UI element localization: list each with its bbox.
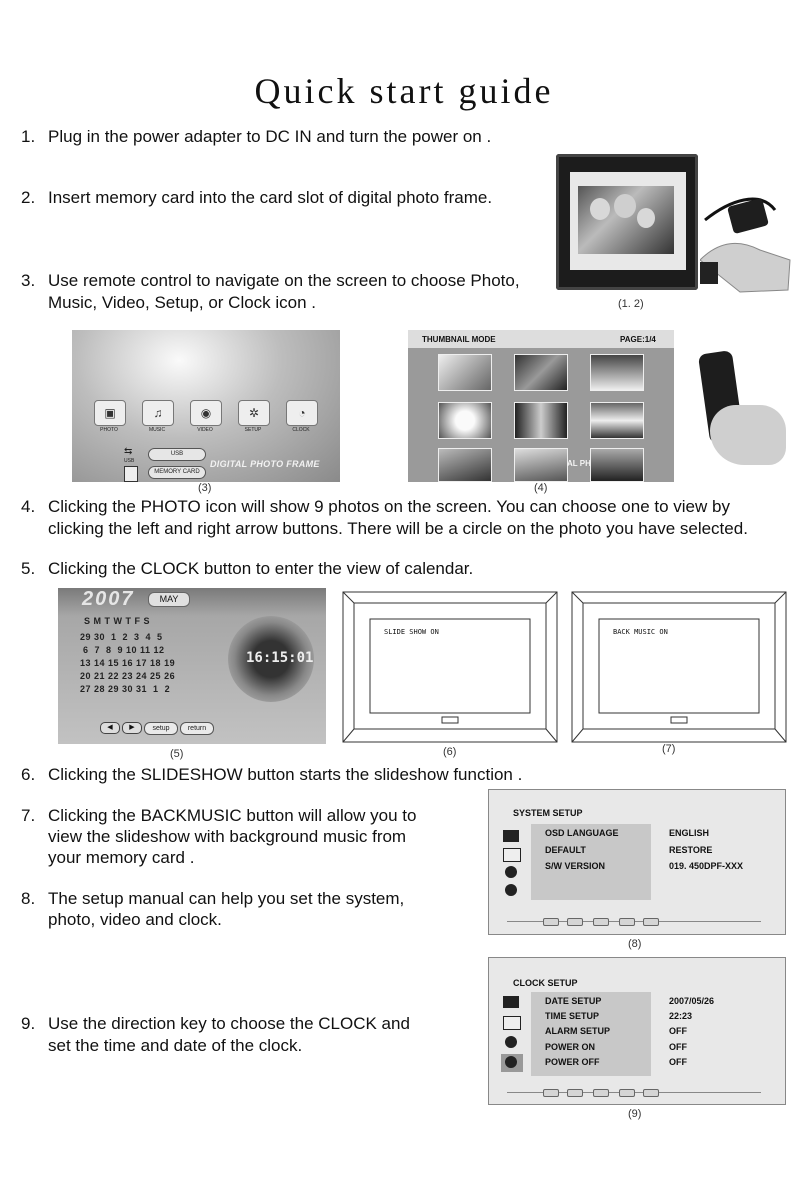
setup-key: POWER ON [545, 1042, 596, 1052]
backmusic-label: BACK MUSIC ON [613, 628, 668, 636]
setup-value: 019. 450DPF-XXX [669, 861, 744, 871]
nav-button-icon [567, 1089, 583, 1097]
power-adapter-image [700, 180, 800, 300]
usb-icon: ⇆ [124, 446, 133, 457]
video-disc-icon [505, 1036, 517, 1048]
arrow-left-icon: ◀ [100, 722, 120, 734]
nav-button-icon [643, 918, 659, 926]
main-menu-screen [72, 330, 340, 482]
step-8 [21, 888, 471, 934]
step-number: 8. [21, 889, 36, 908]
music-icon: ♫ [142, 400, 174, 426]
step-text: Clicking the PHOTO icon will show 9 photos on the screen. You can choose one to view by [48, 497, 730, 516]
thumbnail-photo [514, 354, 568, 391]
calendar-setup-button: setup [144, 722, 178, 735]
thumbnail-photo [438, 402, 492, 439]
step-number: 9. [21, 1014, 36, 1033]
step-text: set the time and date of the clock. [48, 1036, 303, 1055]
caption-fig5: (5) [170, 748, 184, 760]
setup-key: TIME SETUP [545, 1011, 600, 1021]
step-number: 1. [21, 127, 36, 146]
usb-small-label: USB [124, 458, 135, 464]
page-title: Quick start guide [254, 71, 554, 111]
setup-value: OFF [669, 1057, 687, 1067]
caption-fig3: (3) [198, 482, 212, 494]
calendar-week-row: 29 30 1 2 3 4 5 [80, 632, 163, 642]
setup-key: S/W VERSION [545, 861, 606, 871]
thumbnail-photo [590, 402, 644, 439]
calendar-week-row: 13 14 15 16 17 18 19 [80, 658, 176, 668]
step-7 [21, 805, 471, 873]
step-text: Use the direction key to choose the CLOCK and [48, 1014, 410, 1033]
step-number: 2. [21, 188, 36, 207]
setup-key: POWER OFF [545, 1057, 600, 1067]
usb-pill: USB [148, 448, 206, 461]
setup-value: RESTORE [669, 845, 713, 855]
step-text: Plug in the power adapter to DC IN and turn the power on . [48, 127, 492, 146]
calendar-week-row: 6 7 8 9 10 11 12 [80, 645, 165, 655]
video-disc-icon [505, 866, 517, 878]
step-text: photo, video and clock. [48, 910, 222, 929]
step-number: 6. [21, 765, 36, 784]
thumbnail-mode-label: THUMBNAIL MODE [422, 335, 496, 344]
step-number: 5. [21, 559, 36, 578]
system-setup-title: SYSTEM SETUP [513, 808, 583, 818]
gear-icon: ✲ [238, 400, 270, 426]
nav-button-icon [643, 1089, 659, 1097]
face-shape [637, 208, 655, 228]
step-number: 4. [21, 497, 36, 516]
caption-fig8: (8) [628, 938, 642, 950]
brand-label: DIGITAL PHOTO FRAME [210, 459, 320, 469]
slideshow-label: SLIDE SHOW ON [384, 628, 439, 636]
backmusic-frame-drawing [571, 591, 787, 743]
menu-label-photo: PHOTO [100, 427, 118, 433]
step-4 [21, 496, 801, 542]
step-text: Music, Video, Setup, or Clock icon . [48, 293, 317, 312]
face-shape [614, 194, 636, 218]
caption-fig6: (6) [443, 746, 457, 758]
photo-icon [503, 1016, 521, 1030]
clock-icon [505, 884, 517, 896]
step-text: Clicking the CLOCK button to enter the view of calendar. [48, 559, 474, 578]
memory-card-icon [124, 466, 138, 482]
setup-key: DATE SETUP [545, 996, 602, 1006]
setup-key: OSD LANGUAGE [545, 828, 619, 838]
step-2 [21, 187, 551, 211]
thumbnail-photo [514, 402, 568, 439]
nav-button-icon [619, 918, 635, 926]
calendar-week-row: 27 28 29 30 31 1 2 [80, 684, 171, 694]
setup-key: DEFAULT [545, 845, 586, 855]
nav-button-icon [593, 918, 609, 926]
memory-card-pill: MEMORY CARD [148, 466, 206, 479]
calendar-return-button: return [180, 722, 214, 735]
nav-button-icon [543, 918, 559, 926]
calendar-year: 2007 [82, 588, 135, 610]
step-text: Insert memory card into the card slot of digital photo frame. [48, 188, 493, 207]
step-text: The setup manual can help you set the system, [48, 889, 405, 908]
menu-label-clock: CLOCK [292, 427, 310, 433]
step-text: Clicking the SLIDESHOW button starts the slideshow function . [48, 765, 523, 784]
nav-button-icon [593, 1089, 609, 1097]
step-3 [21, 270, 561, 316]
thumbnail-photo [438, 448, 492, 482]
step-9 [21, 1013, 471, 1059]
caption-fig9: (9) [628, 1108, 642, 1120]
clock-setup-panel [488, 957, 786, 1105]
thumbnail-watermark: AL PH [567, 459, 591, 468]
nav-button-icon [567, 918, 583, 926]
step-text: Clicking the BACKMUSIC button will allow you to [48, 806, 417, 825]
camera-icon: ▣ [94, 400, 126, 426]
setup-value: OFF [669, 1042, 687, 1052]
system-setup-panel [488, 789, 786, 935]
calendar-week-row: 20 21 22 23 24 25 26 [80, 671, 176, 681]
step-text: Use remote control to navigate on the screen to choose Photo, [48, 271, 520, 290]
monitor-icon [503, 996, 519, 1008]
thumbnail-photo [590, 354, 644, 391]
calendar-month: MAY [148, 592, 190, 607]
setup-value: OFF [669, 1026, 687, 1036]
menu-label-video: VIDEO [197, 427, 213, 433]
step-number: 3. [21, 271, 36, 290]
digital-clock-time: 16:15:01 [246, 650, 314, 666]
menu-label-music: MUSIC [148, 427, 166, 433]
step-6 [21, 764, 581, 788]
thumbnail-photo [438, 354, 492, 391]
alarm-clock-icon: ◔ [286, 400, 318, 426]
setup-value: 22:23 [669, 1011, 693, 1021]
thumbnail-header [408, 330, 674, 348]
thumbnail-photo [590, 448, 644, 482]
caption-fig12: (1. 2) [618, 298, 644, 310]
step-text: your memory card . [48, 848, 195, 867]
step-text: clicking the left and right arrow buttons. There will be a circle on the photo you have selected. [48, 519, 748, 538]
setup-value: 2007/05/26 [669, 996, 715, 1006]
step-number: 7. [21, 806, 36, 825]
photo-icon [503, 848, 521, 862]
step-1 [21, 126, 581, 150]
step-5 [21, 558, 581, 582]
clock-icon [505, 1056, 517, 1068]
menu-label-setup: SETUP [244, 427, 262, 433]
slideshow-frame-drawing [342, 591, 558, 743]
setup-key: ALARM SETUP [545, 1026, 610, 1036]
step-text: view the slideshow with background music from [48, 827, 407, 846]
video-icon: ◉ [190, 400, 222, 426]
thumbnail-photo [514, 448, 568, 482]
caption-fig4: (4) [534, 482, 548, 494]
setup-value: ENGLISH [669, 828, 710, 838]
monitor-icon [503, 830, 519, 842]
arrow-right-icon: ▶ [122, 722, 142, 734]
nav-button-icon [619, 1089, 635, 1097]
calendar-weekdays: S M T W T F S [84, 616, 150, 626]
clock-setup-title: CLOCK SETUP [513, 978, 578, 988]
face-shape [590, 198, 610, 220]
thumbnail-page-label: PAGE:1/4 [620, 335, 656, 344]
caption-fig7: (7) [662, 743, 676, 755]
nav-button-icon [543, 1089, 559, 1097]
hand-image [710, 405, 786, 465]
